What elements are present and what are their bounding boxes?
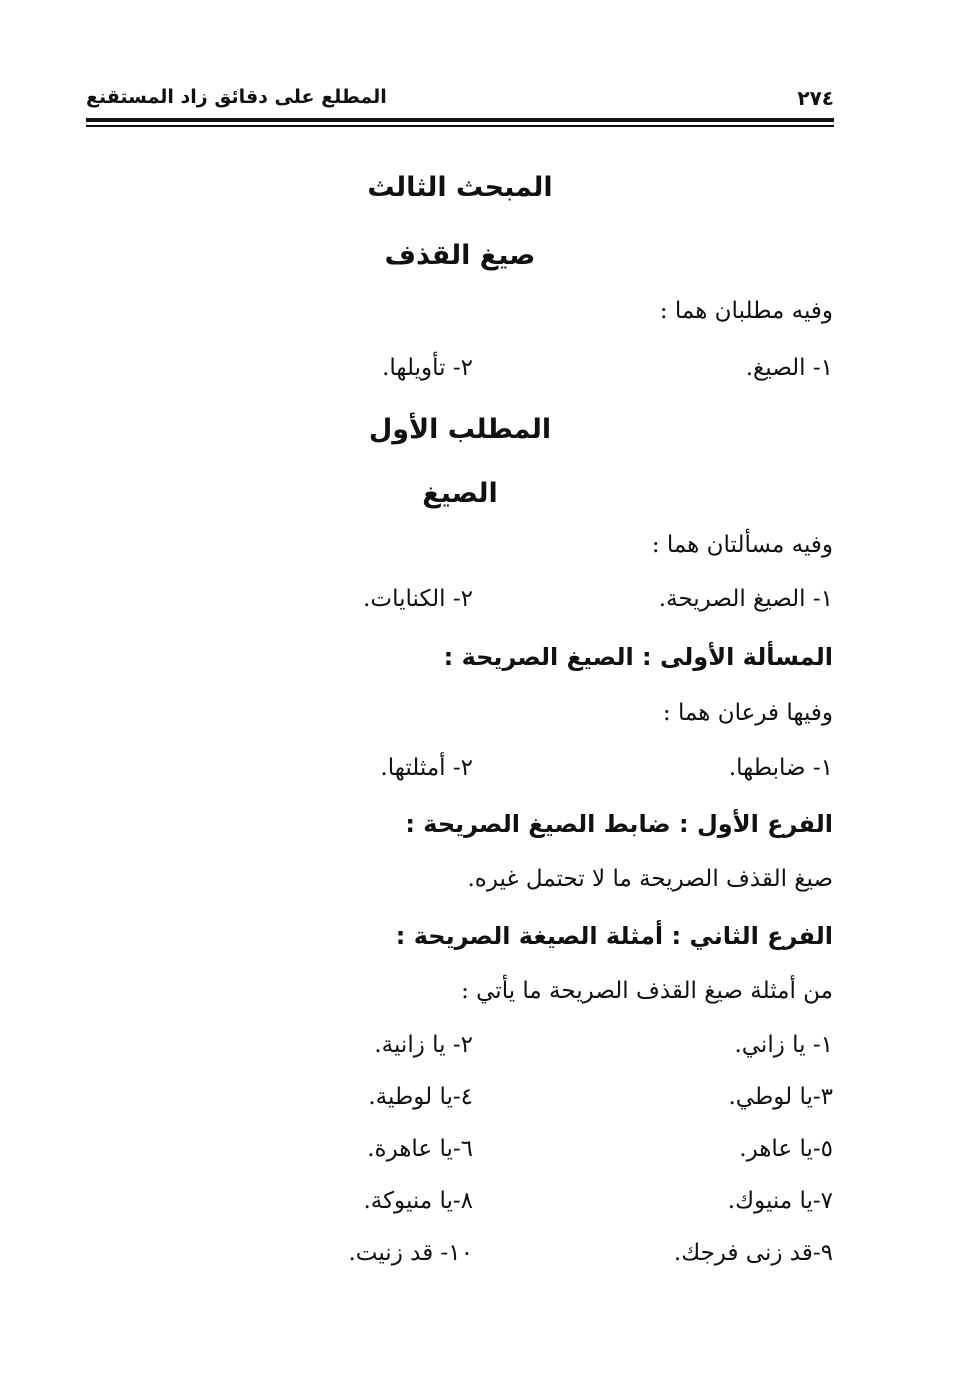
matlab-title: الصيغ: [422, 478, 498, 509]
example-item: ٤-يا لوطية.: [368, 1084, 473, 1110]
example-item: ١٠- قد زنيت.: [348, 1240, 473, 1266]
example-item: ٨-يا منيوكة.: [363, 1188, 473, 1214]
far1-text: صيغ القذف الصريحة ما لا تحتمل غيره.: [467, 866, 833, 892]
list-item: ١- الصيغ الصريحة.: [658, 586, 833, 612]
example-item: ٥-يا عاهر.: [739, 1136, 833, 1162]
list-item: ١- الصيغ.: [745, 355, 833, 381]
masala-heading: المسألة الأولى : الصيغ الصريحة :: [443, 643, 833, 671]
example-item: ٣-يا لوطي.: [728, 1084, 833, 1110]
list-item: ٢- تأويلها.: [382, 355, 473, 381]
example-item: ١- يا زاني.: [734, 1032, 833, 1058]
page-number: ٢٧٤: [797, 86, 834, 110]
masala-text: وفيها فرعان هما :: [662, 700, 833, 726]
example-item: ٩-قد زنى فرجك.: [673, 1240, 833, 1266]
list-item: ١- ضابطها.: [728, 755, 833, 781]
far1-heading: الفرع الأول : ضابط الصيغ الصريحة :: [405, 810, 833, 838]
book-title: المطلع على دقائق زاد المستقنع: [86, 86, 387, 108]
far2-text: من أمثلة صيغ القذف الصريحة ما يأتي :: [461, 978, 833, 1004]
matlab-heading: المطلب الأول: [368, 414, 552, 445]
header-rule-thick: [86, 118, 834, 122]
section-heading: المبحث الثالث: [367, 172, 553, 203]
list-item: ٢- الكنايات.: [363, 586, 473, 612]
intro-text-1: وفيه مطلبان هما :: [659, 298, 833, 324]
intro-text-2: وفيه مسألتان هما :: [651, 532, 833, 558]
example-item: ٢- يا زانية.: [374, 1032, 473, 1058]
list-item: ٢- أمثلتها.: [380, 755, 473, 781]
far2-heading: الفرع الثاني : أمثلة الصيغة الصريحة :: [395, 922, 833, 950]
example-item: ٧-يا منيوك.: [727, 1188, 833, 1214]
example-item: ٦-يا عاهرة.: [367, 1136, 473, 1162]
section-title: صيغ القذف: [384, 240, 536, 271]
header-rule-thin: [86, 125, 834, 127]
running-header: [86, 86, 834, 116]
